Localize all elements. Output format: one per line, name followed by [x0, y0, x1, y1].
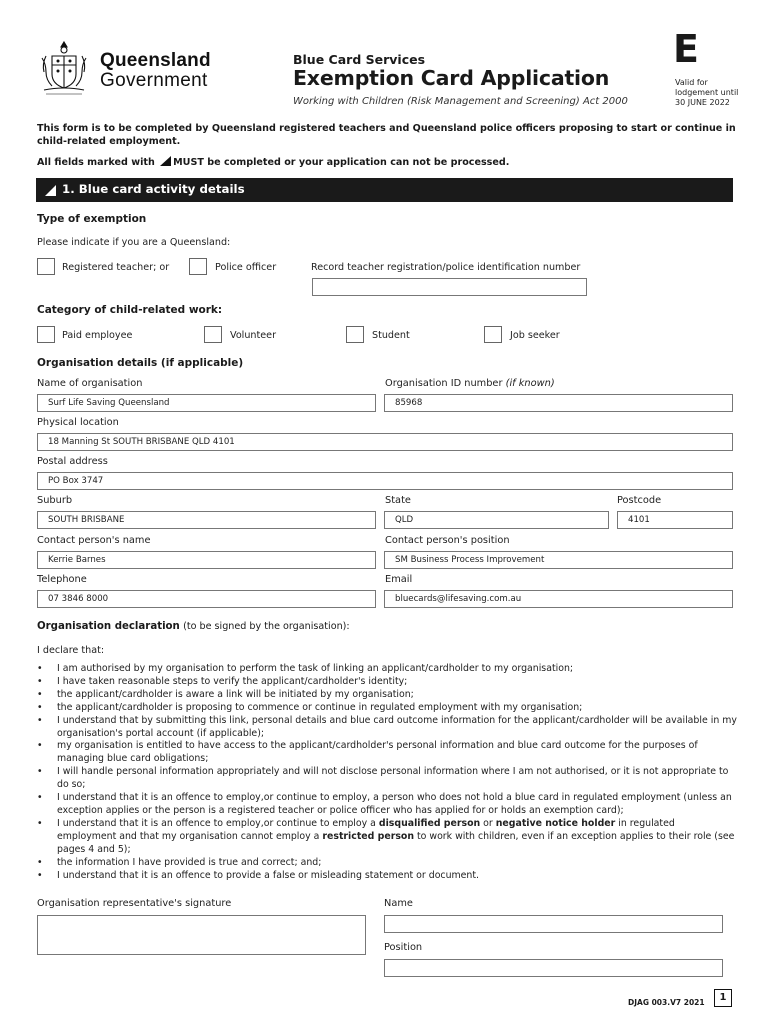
mandatory-note: All fields marked with MUST be completed or your application can not be processed.: [37, 157, 510, 168]
email-field[interactable]: bluecards@lifesaving.com.au: [384, 590, 733, 608]
list-item: • I have taken reasonable steps to verify the applicant/cardholder's identity;: [37, 676, 737, 689]
email-label: Email: [385, 574, 413, 585]
form-title: Exemption Card Application: [293, 66, 610, 90]
paid-employee-checkbox[interactable]: [37, 326, 55, 343]
record-number-field[interactable]: [312, 278, 587, 296]
name-label: Name: [384, 898, 413, 909]
list-item: • I understand that it is an offence to provide a false or misleading statement or document.: [37, 870, 737, 883]
list-item: • I am authorised by my organisation to perform the task of linking an applicant/cardholder to my organisation;: [37, 663, 737, 676]
page-number: 1: [714, 989, 732, 1007]
state-field[interactable]: QLD: [384, 511, 609, 529]
org-id-label: Organisation ID number (if known): [385, 378, 555, 389]
volunteer-checkbox[interactable]: [204, 326, 222, 343]
list-item: • I understand that it is an offence to employ,or continue to employ a disqualified person or negative notice holder in regulated employment and that my organisation cannot employ a restricted person to work with children, even if an exception applies to their role (see pages 4 and 5);: [37, 818, 737, 857]
state-label: State: [385, 495, 411, 506]
form-letter: E: [673, 27, 699, 71]
category-heading: Category of child-related work:: [37, 304, 223, 316]
position-field[interactable]: [384, 959, 723, 977]
telephone-label: Telephone: [37, 574, 87, 585]
telephone-field[interactable]: 07 3846 8000: [37, 590, 376, 608]
signature-box[interactable]: [37, 915, 366, 955]
physical-location-field[interactable]: 18 Manning St SOUTH BRISBANE QLD 4101: [37, 433, 733, 451]
declare-intro: I declare that:: [37, 645, 105, 656]
postal-address-label: Postal address: [37, 456, 108, 467]
org-name-label: Name of organisation: [37, 378, 143, 389]
declaration-list: [37, 663, 737, 882]
contact-name-label: Contact person's name: [37, 535, 151, 546]
suburb-label: Suburb: [37, 495, 73, 506]
postcode-label: Postcode: [617, 495, 662, 506]
list-item: • I understand that it is an offence to employ,or continue to employ, a person who does not hold a blue card in regulated employment (unless an exception applies or the person is a registered teacher or police officer who has applied for or holds an exemption card);: [37, 792, 737, 818]
list-item: • the information I have provided is true and correct; and;: [37, 857, 737, 870]
contact-name-field[interactable]: Kerrie Barnes: [37, 551, 376, 569]
logo-government: Government: [100, 70, 208, 91]
act-name: Working with Children (Risk Management and Screening) Act 2000: [293, 96, 628, 107]
list-item: • the applicant/cardholder is aware a link will be initiated by my organisation;: [37, 689, 737, 702]
mandatory-triangle-icon: [160, 156, 171, 166]
contact-position-label: Contact person's position: [385, 535, 510, 546]
volunteer-label: Volunteer: [230, 330, 277, 341]
job-seeker-checkbox[interactable]: [484, 326, 502, 343]
postal-address-field[interactable]: PO Box 3747: [37, 472, 733, 490]
org-heading: Organisation details (if applicable): [37, 357, 244, 369]
declaration-heading: Organisation declaration (to be signed by the organisation):: [37, 621, 350, 632]
org-name-field[interactable]: Surf Life Saving Queensland: [37, 394, 376, 412]
physical-location-label: Physical location: [37, 417, 119, 428]
service-name: Blue Card Services: [293, 52, 426, 67]
queensland-crest-logo: [36, 38, 92, 98]
signature-label: Organisation representative's signature: [37, 898, 232, 909]
postcode-field[interactable]: 4101: [617, 511, 733, 529]
org-id-field[interactable]: 85968: [384, 394, 733, 412]
police-checkbox[interactable]: [189, 258, 207, 275]
logo-queensland: Queensland: [100, 50, 211, 71]
record-number-label: Record teacher registration/police identification number: [311, 262, 581, 273]
mandatory-triangle-icon: [45, 185, 56, 196]
type-prompt: Please indicate if you are a Queensland:: [37, 237, 231, 248]
position-label: Position: [384, 942, 423, 953]
student-checkbox[interactable]: [346, 326, 364, 343]
suburb-field[interactable]: SOUTH BRISBANE: [37, 511, 376, 529]
intro-text: This form is to be completed by Queensland registered teachers and Queensland police officers proposing to start or continue in child-related employment.: [37, 123, 736, 147]
contact-position-field[interactable]: SM Business Process Improvement: [384, 551, 733, 569]
list-item: • I will handle personal information appropriately and will not disclose personal information where I am not authorised, or it is not appropriate to do so;: [37, 766, 737, 792]
teacher-label: Registered teacher; or: [62, 262, 170, 273]
paid-employee-label: Paid employee: [62, 330, 133, 341]
list-item: • the applicant/cardholder is proposing to commence or continue in regulated employment with my organisation;: [37, 702, 737, 715]
name-field[interactable]: [384, 915, 723, 933]
job-seeker-label: Job seeker: [510, 330, 560, 341]
teacher-checkbox[interactable]: [37, 258, 55, 275]
list-item: • I understand that by submitting this link, personal details and blue card outcome information for the applicant/cardholder will be available in my organisation's portal account (if applicable);: [37, 715, 737, 741]
section-title: 1. Blue card activity details: [62, 182, 245, 196]
police-label: Police officer: [215, 262, 277, 273]
type-heading: Type of exemption: [37, 213, 147, 225]
list-item: • my organisation is entitled to have access to the applicant/cardholder's personal information and blue card outcome for the purposes of managing blue card obligations;: [37, 740, 737, 766]
student-label: Student: [372, 330, 410, 341]
valid-until: Valid for lodgement until 30 JUNE 2022: [675, 78, 739, 107]
form-code: DJAG 003.V7 2021: [628, 998, 705, 1007]
